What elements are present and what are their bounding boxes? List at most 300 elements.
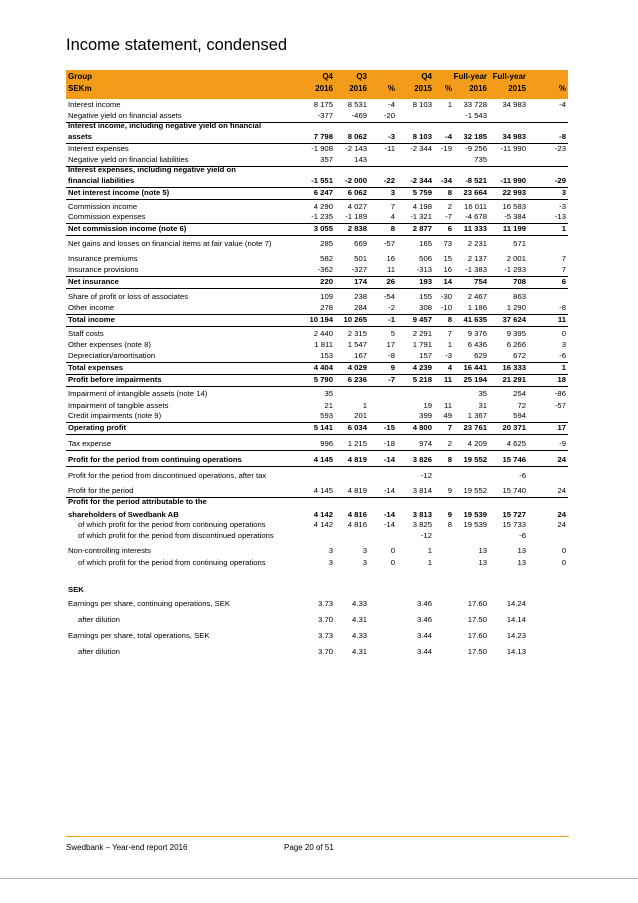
row-label: Net insurance (68, 277, 119, 286)
row-value: 1 367 (467, 411, 487, 420)
row-value: 13 (517, 558, 526, 567)
row-value: 8 (447, 188, 452, 197)
table-row (66, 482, 568, 497)
row-value: 4.33 (352, 599, 367, 608)
row-value: 2 315 (347, 329, 367, 338)
row-value: 49 (443, 411, 452, 420)
table-row (66, 351, 568, 362)
table-row (66, 374, 568, 386)
row-label: Total income (68, 315, 115, 324)
row-value: 4 819 (347, 486, 367, 495)
row-value: 17 (386, 340, 395, 349)
row-value: 3 813 (412, 510, 432, 519)
row-label: Non-controlling interests (68, 546, 151, 555)
table-row (66, 386, 568, 400)
table-row (66, 434, 568, 450)
row-label: SEK (68, 585, 84, 594)
row-value: 3.73 (318, 631, 333, 640)
row-value: 7 (561, 265, 566, 274)
row-value: 19 (423, 401, 432, 410)
row-value: -11 990 (500, 176, 526, 185)
table-row (66, 583, 568, 596)
row-value: 16 333 (502, 363, 526, 372)
row-value: 5 (390, 329, 395, 338)
row-value: -18 (383, 439, 395, 448)
row-value: -1 908 (311, 144, 333, 153)
row-value: 16 (386, 254, 395, 263)
row-label: Impairment of intangible assets (note 14) (68, 389, 208, 398)
row-value: -86 (554, 389, 566, 398)
row-value: 3 (390, 188, 395, 197)
row-value: 6 436 (467, 340, 487, 349)
row-value: 31 (478, 401, 487, 410)
row-label: Tax expense (68, 439, 112, 448)
row-value: -14 (383, 510, 395, 519)
row-value: 9 395 (506, 329, 526, 338)
row-value: 7 (390, 202, 395, 211)
row-value: 14 (443, 277, 452, 286)
row-value: 153 (320, 351, 333, 360)
row-value: -2 344 (410, 176, 432, 185)
table-row (66, 362, 568, 374)
table-row (66, 276, 568, 288)
row-value: 4 209 (467, 439, 487, 448)
row-value: 9 (390, 363, 395, 372)
row-value: 3.70 (318, 615, 333, 624)
row-value: 996 (320, 439, 333, 448)
row-value: 220 (320, 277, 333, 286)
table-row (66, 303, 568, 314)
row-value: -3 (559, 202, 566, 211)
row-value: 34 983 (502, 100, 526, 109)
row-value: 10 265 (343, 315, 367, 324)
row-label: Depreciation/amortisation (68, 351, 156, 360)
row-label: Interest expenses, including negative yield on (68, 165, 236, 174)
row-label: Interest income (68, 100, 121, 109)
row-label: Profit for the period from continuing operations (68, 455, 242, 464)
row-value: 308 (419, 303, 432, 312)
row-value: 6 236 (347, 375, 367, 384)
row-value: 278 (320, 303, 333, 312)
row-value: 0 (561, 546, 566, 555)
row-value: 15 733 (502, 520, 526, 529)
row-value: 7 (447, 423, 452, 432)
table-row (66, 340, 568, 351)
row-value: 24 (557, 510, 566, 519)
row-value: -1 551 (311, 176, 333, 185)
row-value: 2 137 (467, 254, 487, 263)
row-value: 571 (513, 239, 526, 248)
header-col-period: Q4 (421, 72, 432, 81)
row-label: after dilution (78, 647, 120, 656)
row-value: -10 (440, 303, 452, 312)
row-value: 1 791 (412, 340, 432, 349)
row-value: 735 (474, 155, 487, 164)
table-row (66, 187, 568, 199)
bottom-rule (0, 878, 638, 879)
row-value: -469 (351, 111, 367, 120)
row-value: -1 321 (410, 212, 432, 221)
row-value: 23 664 (463, 188, 487, 197)
header-sekm: SEKm (68, 84, 92, 93)
header-col-year: % (387, 84, 395, 93)
row-value: 506 (419, 254, 432, 263)
row-value: 284 (354, 303, 367, 312)
row-value: -4 (388, 100, 395, 109)
header-col-year: 2015 (414, 84, 432, 93)
row-value: 3 (362, 558, 367, 567)
row-label: of which profit for the period from discontinued operations (78, 531, 274, 540)
row-value: 16 441 (463, 363, 487, 372)
row-value: 11 333 (463, 224, 487, 233)
footer-divider (66, 836, 569, 837)
row-value: 4 145 (313, 486, 333, 495)
row-value: 5 218 (412, 375, 432, 384)
row-value: -1 (388, 315, 395, 324)
row-value: 0 (390, 546, 395, 555)
table-row (66, 497, 568, 508)
row-value: 4 816 (347, 510, 367, 519)
table-row (66, 213, 568, 223)
row-value: 14.13 (506, 647, 526, 656)
row-value: 193 (419, 277, 432, 286)
row-value: 8 062 (347, 132, 367, 141)
table-row (66, 466, 568, 482)
row-value: 143 (354, 155, 367, 164)
row-label: Negative yield on financial liabilities (68, 155, 189, 164)
row-label: Credit impairments (note 9) (68, 411, 162, 420)
row-value: 35 (478, 389, 487, 398)
table-body (66, 99, 568, 658)
row-value: 4 142 (313, 520, 333, 529)
row-value: 15 727 (502, 510, 526, 519)
row-value: 501 (354, 254, 367, 263)
row-value: 3 (362, 546, 367, 555)
row-value: 11 199 (502, 224, 526, 233)
row-value: 3 (561, 340, 566, 349)
row-value: 15 740 (502, 486, 526, 495)
row-label: Net commission income (note 6) (68, 224, 187, 233)
row-value: -11 990 (500, 144, 526, 153)
row-value: 11 (443, 375, 452, 384)
row-label: Commission income (68, 202, 138, 211)
row-label: assets (68, 132, 92, 141)
row-value: 3.73 (318, 599, 333, 608)
row-value: 2 231 (467, 239, 487, 248)
row-value: -1 293 (504, 265, 526, 274)
row-label: shareholders of Swedbank AB (68, 510, 179, 519)
row-value: 23 761 (463, 423, 487, 432)
header-col-year: 2016 (349, 84, 367, 93)
row-value: -327 (351, 265, 367, 274)
row-value: 8 (390, 224, 395, 233)
row-label: Interest expenses (68, 144, 129, 153)
header-col-year: % (558, 84, 566, 93)
income-statement-table (66, 70, 568, 658)
row-value: 6 (447, 224, 452, 233)
row-value: 24 (557, 520, 566, 529)
row-value: 1 (427, 546, 432, 555)
row-value: 2 291 (412, 329, 432, 338)
row-label: Total expenses (68, 363, 123, 372)
row-value: 17.50 (467, 615, 487, 624)
row-value: -5 384 (504, 212, 526, 221)
row-value: -6 (559, 351, 566, 360)
row-value: 167 (354, 351, 367, 360)
row-value: 3.46 (417, 599, 432, 608)
row-value: -6 (519, 471, 526, 480)
row-label: after dilution (78, 615, 120, 624)
row-value: -1 543 (465, 111, 487, 120)
row-label: Profit before impairments (68, 375, 162, 384)
row-value: 41 635 (463, 315, 487, 324)
row-value: 19 552 (463, 486, 487, 495)
row-value: 10 194 (309, 315, 333, 324)
table-row (66, 610, 568, 626)
row-value: 18 (557, 375, 566, 384)
row-value: 1 215 (347, 439, 367, 448)
table-row (66, 223, 568, 235)
row-value: 4 142 (313, 510, 333, 519)
row-value: 16 583 (502, 202, 526, 211)
row-value: 6 (561, 277, 566, 286)
row-value: 5 141 (313, 423, 333, 432)
row-value: 19 539 (463, 520, 487, 529)
row-value: 6 266 (506, 340, 526, 349)
row-value: 16 (443, 265, 452, 274)
row-value: 7 (447, 329, 452, 338)
row-value: -9 256 (465, 144, 487, 153)
row-value: 201 (354, 411, 367, 420)
row-value: 157 (419, 351, 432, 360)
row-value: 3.46 (417, 615, 432, 624)
row-value: 174 (354, 277, 367, 286)
row-value: 17.60 (467, 631, 487, 640)
row-label: Impairment of tangible assets (68, 401, 169, 410)
row-label: Earnings per share, total operations, SEK (68, 631, 210, 640)
row-value: 4.31 (352, 615, 367, 624)
row-value: -54 (383, 292, 395, 301)
row-value: 11 (387, 265, 395, 274)
row-value: 0 (561, 329, 566, 338)
row-value: 15 746 (502, 455, 526, 464)
row-value: -8 (559, 132, 566, 141)
row-value: 1 811 (314, 340, 333, 349)
row-value: 8 (447, 520, 452, 529)
row-value: 2 838 (347, 224, 367, 233)
row-value: 1 (561, 224, 566, 233)
row-value: 9 (447, 510, 452, 519)
row-value: -19 (440, 144, 452, 153)
row-label: Staff costs (68, 329, 104, 338)
row-value: 593 (320, 411, 333, 420)
row-value: 34 983 (502, 132, 526, 141)
row-value: 4 029 (347, 363, 367, 372)
row-value: -362 (317, 265, 333, 274)
row-value: 24 (557, 486, 566, 495)
row-value: -34 (440, 176, 452, 185)
header-col-period: Q3 (356, 72, 367, 81)
row-value: 4 145 (313, 455, 333, 464)
row-label: of which profit for the period from continuing operations (78, 558, 266, 567)
table-row (66, 265, 568, 276)
row-value: 14.24 (506, 599, 526, 608)
row-value: -8 521 (465, 176, 487, 185)
row-value: 7 (561, 254, 566, 263)
row-value: 629 (474, 351, 487, 360)
row-value: 3.70 (318, 647, 333, 656)
row-value: 1 (447, 340, 452, 349)
row-value: 0 (390, 558, 395, 567)
row-value: 1 (427, 558, 432, 567)
row-value: -3 (445, 351, 452, 360)
table-row (66, 176, 568, 187)
row-value: -12 (420, 531, 432, 540)
row-value: 4 819 (347, 455, 367, 464)
row-value: -57 (383, 239, 395, 248)
row-value: -14 (383, 486, 395, 495)
table-row (66, 422, 568, 434)
table-row (66, 288, 568, 303)
row-value: 21 291 (502, 375, 526, 384)
header-col-period: Full-year (453, 72, 487, 81)
row-value: 4 816 (347, 520, 367, 529)
row-value: 14.14 (506, 615, 526, 624)
row-value: 1 (362, 401, 367, 410)
row-value: -4 (445, 132, 452, 141)
row-value: 2 467 (467, 292, 487, 301)
header-col-period: Full-year (492, 72, 526, 81)
row-value: -11 (384, 144, 395, 153)
row-value: 17.60 (467, 599, 487, 608)
row-value: 3.44 (417, 631, 432, 640)
row-label: Net interest income (note 5) (68, 188, 170, 197)
row-value: 6 247 (313, 188, 333, 197)
table-row (66, 326, 568, 340)
row-value: 155 (419, 292, 432, 301)
row-value: 3 826 (412, 455, 432, 464)
table-row (66, 557, 568, 569)
row-value: 72 (517, 401, 526, 410)
row-value: 6 034 (347, 423, 367, 432)
row-value: 8 (447, 315, 452, 324)
row-value: 1 547 (347, 340, 367, 349)
header-col-year: 2016 (315, 84, 333, 93)
row-value: 4.31 (352, 647, 367, 656)
row-value: -2 143 (345, 144, 367, 153)
row-value: -8 (388, 351, 395, 360)
table-row (66, 250, 568, 265)
row-value: 8 103 (412, 132, 432, 141)
row-label: Insurance premiums (68, 254, 138, 263)
header-col-year: 2015 (508, 84, 526, 93)
row-value: 13 (517, 546, 526, 555)
header-col-year: % (444, 84, 452, 93)
row-value: -377 (317, 111, 333, 120)
row-value: 285 (320, 239, 333, 248)
row-value: -22 (383, 176, 395, 185)
row-label: Interest income, including negative yield on financial (68, 121, 262, 130)
table-row (66, 542, 568, 557)
row-value: -23 (554, 144, 566, 153)
row-label: financial liabilities (68, 176, 135, 185)
row-value: 33 728 (463, 100, 487, 109)
row-value: 4 (390, 212, 395, 221)
row-value: 165 (419, 239, 432, 248)
row-value: 594 (513, 411, 526, 420)
row-value: 11 (444, 401, 452, 410)
row-value: 4 404 (313, 363, 333, 372)
header-col-period: Q4 (322, 72, 333, 81)
row-value: -1 383 (465, 265, 487, 274)
row-value: -3 (388, 132, 395, 141)
row-value: 2 (447, 439, 452, 448)
table-row (66, 531, 568, 542)
row-label: Insurance provisions (68, 265, 139, 274)
row-value: 1 (561, 363, 566, 372)
row-label: Net gains and losses on financial items at fair value (note 7) (68, 239, 272, 248)
footer-text: Swedbank – Year-end report 2016 (66, 843, 188, 852)
row-value: 3 (328, 546, 333, 555)
row-value: 4 800 (412, 423, 432, 432)
row-value: 3.44 (417, 647, 432, 656)
table-row (66, 626, 568, 642)
row-value: -2 000 (345, 176, 367, 185)
row-value: 1 290 (506, 303, 526, 312)
row-value: 17 (557, 423, 566, 432)
row-value: 37 624 (502, 315, 526, 324)
table-row (66, 199, 568, 213)
row-value: 35 (324, 389, 333, 398)
row-value: 582 (320, 254, 333, 263)
row-value: 26 (386, 277, 395, 286)
row-value: -12 (420, 471, 432, 480)
row-value: 6 062 (347, 188, 367, 197)
table-row (66, 450, 568, 466)
row-value: 8 531 (347, 100, 367, 109)
row-label: Other expenses (note 8) (68, 340, 151, 349)
row-value: 0 (561, 558, 566, 567)
row-value: 14.23 (506, 631, 526, 640)
row-value: 4 239 (412, 363, 432, 372)
row-value: 73 (443, 239, 452, 248)
row-value: -13 (554, 212, 566, 221)
row-value: -30 (440, 292, 452, 301)
header-col-year: 2016 (469, 84, 487, 93)
table-row (66, 569, 568, 583)
row-value: -1 235 (311, 212, 333, 221)
table-row (66, 166, 568, 176)
row-value: -57 (554, 401, 566, 410)
row-value: 24 (557, 455, 566, 464)
row-value: 2 877 (412, 224, 432, 233)
row-value: -7 (388, 375, 395, 384)
header-group: Group (68, 72, 92, 81)
row-value: 8 (447, 455, 452, 464)
row-value: 7 798 (313, 132, 333, 141)
row-value: 8 103 (412, 100, 432, 109)
row-label: Commission expenses (68, 212, 146, 221)
row-value: 22 993 (502, 188, 526, 197)
table-row (66, 143, 568, 155)
row-value: 1 (447, 100, 452, 109)
row-value: 2 (447, 202, 452, 211)
row-value: 974 (419, 439, 432, 448)
row-value: 15 (443, 254, 452, 263)
row-value: 672 (513, 351, 526, 360)
row-value: 3 055 (313, 224, 333, 233)
row-value: -313 (416, 265, 432, 274)
